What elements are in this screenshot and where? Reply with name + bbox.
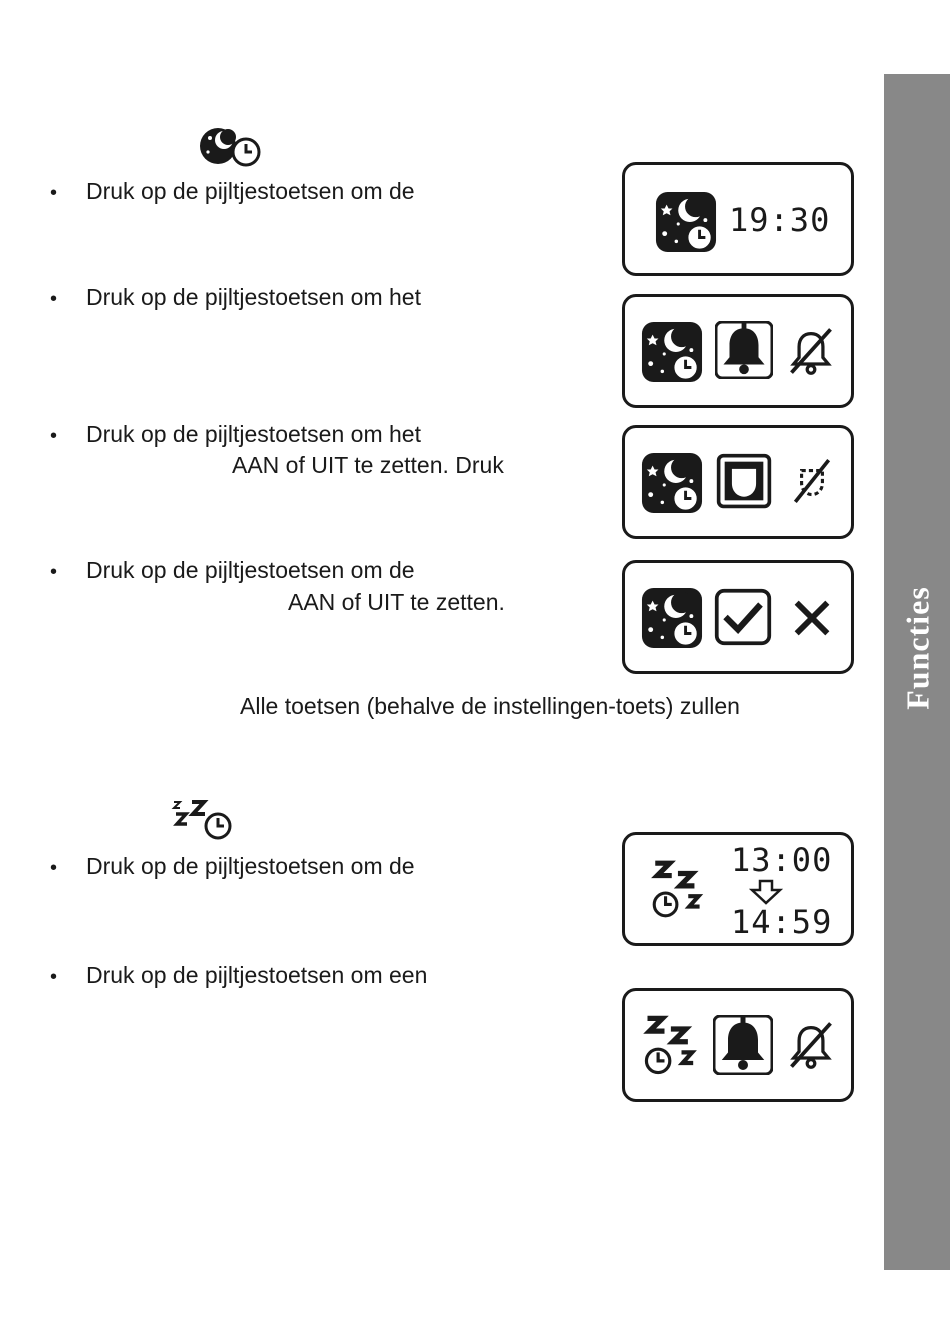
snooze-icon [647, 857, 713, 923]
snooze-start-time: 13:00 [731, 841, 833, 879]
bullet-text: Druk op de pijltjestoetsen om de [86, 178, 415, 204]
bullet-text-continued: AAN of UIT te zetten. [288, 589, 505, 615]
lcd-screen-alarm-sound [622, 294, 854, 408]
bell-off-icon [785, 325, 837, 377]
down-arrow-icon [749, 879, 783, 905]
wake-time: 19:30 [729, 201, 831, 239]
bullet-text-continued: AAN of UIT te zetten. Druk [232, 452, 504, 478]
bell-on-icon [713, 1015, 773, 1075]
check-icon [713, 587, 773, 647]
moon-clock-icon [641, 587, 703, 649]
bullet-text: Druk op de pijltjestoetsen om het [86, 421, 421, 447]
bullet-mark: • [50, 182, 58, 204]
snooze-icon [639, 1011, 707, 1081]
moon-alarm-clock-icon [198, 124, 264, 168]
moon-clock-icon [641, 452, 703, 514]
bullet-mark: • [50, 966, 58, 988]
side-tab-label: Functies [899, 586, 936, 710]
note-text: Alle toetsen (behalve de instellingen-toets) zullen [240, 693, 740, 719]
bell-off-icon [785, 1019, 837, 1071]
bullet-text: Druk op de pijltjestoetsen om een [86, 962, 428, 988]
bullet-mark: • [50, 561, 58, 583]
lcd-screen-nightlight [622, 425, 854, 539]
bullet-mark: • [50, 288, 58, 310]
nightlight-off-icon [787, 456, 837, 506]
bullet-mark: • [50, 425, 58, 447]
lcd-screen-wake-time [622, 162, 854, 276]
bell-on-icon [715, 321, 773, 379]
cross-icon [789, 595, 835, 641]
moon-clock-icon [655, 191, 717, 253]
bullet-text: Druk op de pijltjestoetsen om het [86, 284, 421, 310]
bullet-mark: • [50, 857, 58, 879]
snooze-clock-icon [170, 798, 236, 842]
lcd-screen-confirm [622, 560, 854, 674]
lcd-screen-snooze-alarm [622, 988, 854, 1102]
snooze-end-time: 14:59 [731, 903, 833, 941]
bullet-text: Druk op de pijltjestoetsen om de [86, 557, 415, 583]
bullet-text: Druk op de pijltjestoetsen om de [86, 853, 415, 879]
lcd-screen-snooze-window [622, 832, 854, 946]
moon-clock-icon [641, 321, 703, 383]
nightlight-icon [715, 452, 773, 510]
